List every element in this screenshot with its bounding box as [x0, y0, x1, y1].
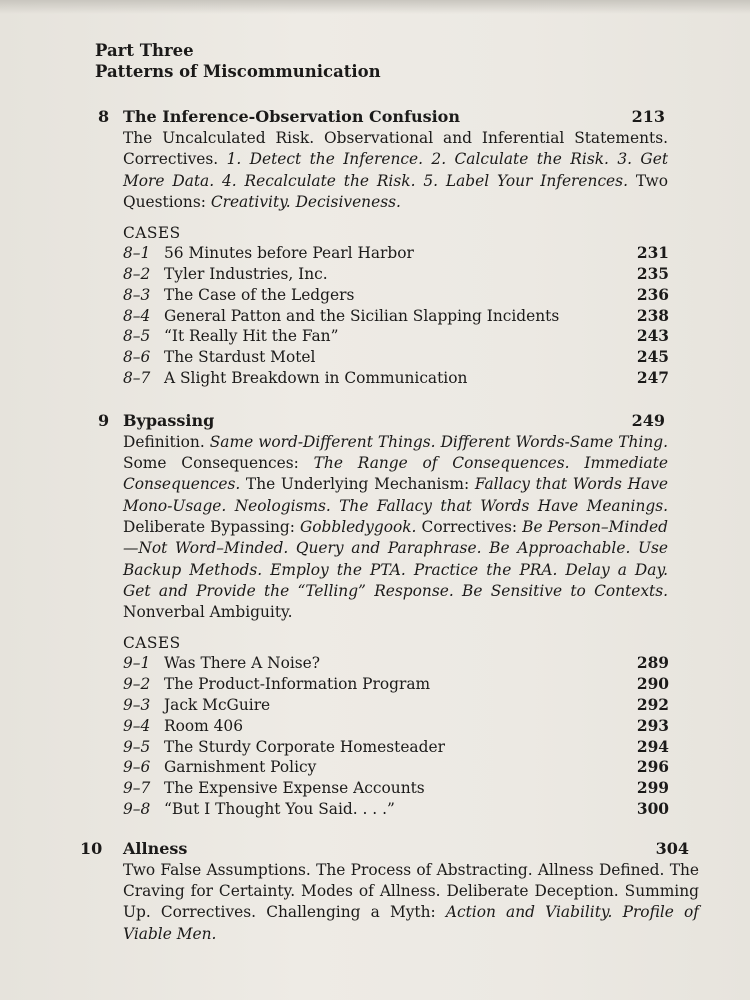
case-list	[123, 653, 669, 819]
cases-label: CASES	[123, 224, 181, 243]
case-entry	[123, 368, 669, 389]
case-page: 299	[636, 779, 669, 798]
case-number: 8–7	[123, 368, 151, 387]
chapter-10	[77, 838, 699, 945]
chapter-title: Bypassing	[123, 410, 215, 430]
case-entry	[123, 326, 669, 347]
case-entry	[123, 306, 669, 327]
chapter-summary: Two False Assumptions. The Process of Abstracting. Allness Defined. The Craving for Certainty. Modes of Allness. Deliberate Deception. Summing Up. Correctives. Challenging a Myth: Action and Viability. Profile of Viable Men.	[123, 860, 699, 943]
case-number: 9–6	[123, 758, 151, 777]
chapter-number: 10	[80, 838, 103, 858]
table-of-contents	[80, 40, 699, 945]
case-page: 289	[636, 654, 669, 673]
case-title: The Sturdy Corporate Homesteader	[164, 737, 445, 756]
case-page: 236	[636, 285, 669, 304]
case-number: 8–5	[123, 327, 151, 346]
case-entry	[123, 716, 669, 737]
chapter-heading	[77, 838, 695, 860]
case-entry	[123, 264, 669, 285]
case-page: 235	[636, 264, 669, 283]
case-entry	[123, 285, 669, 306]
case-number: 9–7	[123, 779, 151, 798]
case-title: The Stardust Motel	[164, 348, 316, 367]
case-entry	[123, 243, 669, 264]
case-entry	[123, 674, 669, 695]
case-title: The Expensive Expense Accounts	[164, 779, 425, 798]
chapter-8	[95, 106, 695, 389]
case-title: “But I Thought You Said. . . .”	[164, 800, 395, 819]
case-entry	[123, 737, 669, 758]
chapter-page: 213	[631, 107, 665, 126]
case-page: 293	[636, 716, 669, 735]
case-title: Garnishment Policy	[164, 758, 317, 777]
case-entry	[123, 695, 669, 716]
part-title: Patterns of Miscommunication	[95, 62, 381, 81]
case-entry	[123, 347, 669, 368]
case-page: 231	[636, 244, 669, 263]
page-top-shadow	[0, 0, 750, 14]
case-page: 292	[636, 696, 669, 715]
case-entry	[123, 757, 669, 778]
case-number: 9–3	[123, 696, 151, 715]
part-number: Part Three	[95, 41, 194, 60]
case-page: 294	[636, 737, 669, 756]
case-title: Was There A Noise?	[164, 654, 321, 673]
case-number: 9–5	[123, 737, 151, 756]
case-number: 8–6	[123, 348, 151, 367]
case-page: 243	[636, 327, 669, 346]
case-number: 8–2	[123, 264, 151, 283]
case-number: 9–8	[123, 800, 151, 819]
chapter-title: Allness	[123, 838, 188, 858]
chapter-number: 9	[98, 410, 110, 430]
cases-label: CASES	[123, 634, 181, 653]
chapter-9	[95, 410, 695, 820]
chapter-page: 304	[655, 838, 689, 858]
case-number: 9–1	[123, 654, 151, 673]
case-title: Tyler Industries, Inc.	[164, 264, 328, 283]
case-number: 8–1	[123, 244, 151, 263]
case-number: 8–3	[123, 285, 151, 304]
chapter-heading	[95, 106, 695, 128]
case-title: “It Really Hit the Fan”	[164, 327, 339, 346]
case-number: 9–4	[123, 716, 151, 735]
case-number: 8–4	[123, 306, 151, 325]
case-list	[123, 243, 669, 389]
case-title: General Patton and the Sicilian Slapping Incidents	[164, 306, 560, 325]
case-title: A Slight Breakdown in Communication	[164, 368, 468, 387]
chapter-summary: The Uncalculated Risk. Observational and Inferential Statements. Correctives. 1. Detect the Inference. 2. Calculate the Risk. 3. Get More Data. 4. Recalculate the Risk. 5. Label Your Inferences. Two Questions: Creativity. Decisiveness.	[123, 129, 669, 211]
case-entry	[123, 653, 669, 674]
case-page: 290	[636, 675, 669, 694]
chapter-summary: Definition. Same word-Different Things. Different Words-Same Thing. Some Consequences: The Range of Consequences. Immediate Consequences. The Underlying Mechanism: Fallacy that Words Have Mono-Usage. Neologisms. The Fallacy that Words Have Meanings. Deliberate Bypassing: Gobbledygook. Correctives: Be Person–Minded—Not Word–Minded. Query and Paraphrase. Be Approachable. Use Backup Methods. Employ the PTA. Practice the PRA. Delay a Day. Get and Provide the “Telling” Response. Be Sensitive to Contexts. Nonverbal Ambiguity.	[123, 432, 668, 622]
case-title: The Case of the Ledgers	[164, 285, 355, 304]
chapter-number: 8	[98, 107, 110, 126]
case-page: 300	[636, 800, 669, 819]
case-page: 245	[636, 348, 669, 367]
case-title: Jack McGuire	[164, 696, 271, 715]
chapter-page: 249	[631, 410, 665, 430]
chapter-title: The Inference-Observation Confusion	[123, 107, 460, 126]
case-page: 238	[636, 306, 669, 325]
case-title: Room 406	[164, 716, 243, 735]
chapter-heading	[95, 410, 695, 432]
case-entry	[123, 778, 669, 799]
case-page: 296	[636, 758, 669, 777]
case-page: 247	[636, 368, 669, 387]
case-number: 9–2	[123, 675, 151, 694]
case-title: 56 Minutes before Pearl Harbor	[164, 244, 414, 263]
case-title: The Product-Information Program	[164, 675, 431, 694]
case-entry	[123, 799, 669, 820]
